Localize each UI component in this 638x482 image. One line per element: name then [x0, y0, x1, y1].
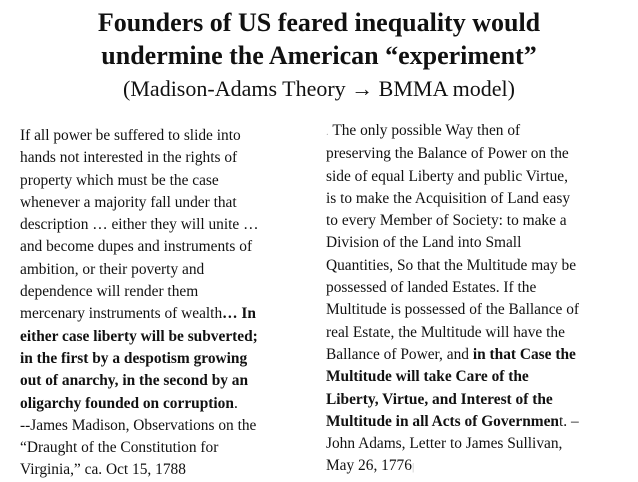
adams-quote-emphasis-line: Liberty, Virtue, and Interest of the [326, 390, 553, 408]
madison-quote [20, 125, 259, 482]
madison-attribution-line: --James Madison, Observations on the [20, 416, 257, 434]
adams-quote-emphasis-line: Multitude will take Care of the [326, 368, 529, 386]
adams-quote-line: is to make the Acquisition of Land easy [326, 189, 571, 207]
madison-attribution-line: “Draught of the Constitution for [20, 439, 219, 457]
adams-attribution-line [326, 455, 579, 478]
madison-quote-emphasis-line: either case liberty will be subverted; [20, 327, 258, 345]
adams-attribution-date: May 26, 1776 [326, 457, 412, 475]
adams-quote-line [326, 344, 579, 366]
madison-quote-line: hands not interested in the rights of [20, 149, 238, 167]
stray-mark: | [411, 461, 415, 474]
slide-title [0, 6, 638, 72]
adams-quote-line: real Estate, the Multitude will have the [326, 323, 565, 341]
slide-title-line-1: Founders of US feared inequality would [97, 8, 541, 37]
adams-quote [326, 120, 579, 479]
adams-quote-emphasis: in that Case the [472, 345, 576, 363]
adams-quote-line: Quantities, So that the Multitude may be [326, 256, 577, 274]
slide-title-line-2: undermine the American “experiment” [101, 41, 537, 70]
adams-quote-text: t. – [559, 412, 579, 430]
stray-mark: . [326, 126, 329, 138]
adams-quote-line: Division of the Land into Small [326, 234, 522, 252]
madison-quote-emphasis-line: out of anarchy, in the second by an [20, 372, 249, 390]
madison-quote-line: description … either they will unite … [20, 216, 259, 234]
madison-quote-line [20, 393, 259, 415]
madison-quote-line: whenever a majority fall under that [20, 193, 237, 211]
adams-quote-line: preserving the Balance of Power on the [326, 145, 569, 163]
adams-quote-line: Multitude is possessed of the Ballance of [326, 301, 580, 319]
madison-quote-line: property which must be the case [20, 171, 219, 189]
madison-quote-line: If all power be suffered to slide into [20, 127, 241, 144]
madison-quote-text: mercenary instruments of wealth [20, 305, 223, 323]
madison-quote-emphasis: oligarchy founded on corruption [20, 394, 234, 412]
adams-quote-line [326, 411, 579, 433]
adams-quote-text: Ballance of Power, and [326, 345, 473, 363]
adams-quote-line [326, 120, 579, 143]
slide-subtitle: (Madison-Adams Theory → BMMA model) [123, 76, 515, 101]
adams-quote-line: to every Member of Society: to make a [326, 212, 567, 230]
adams-quote-emphasis: Multitude in all Acts of Governmen [326, 412, 559, 430]
adams-attribution-line: John Adams, Letter to James Sullivan, [326, 435, 563, 453]
madison-quote-emphasis-line: in the first by a despotism growing [20, 349, 248, 367]
madison-quote-line: ambition, or their poverty and [20, 260, 205, 278]
adams-quote-text: The only possible Way then of [332, 122, 521, 139]
adams-quote-line: possessed of landed Estates. If the [326, 279, 537, 297]
madison-quote-text: . [233, 394, 238, 412]
madison-quote-line [20, 303, 259, 325]
madison-attribution-line: Virginia,” ca. Oct 15, 1788 [20, 461, 186, 479]
adams-quote-line: side of equal Liberty and public Virtue, [326, 167, 568, 185]
madison-quote-emphasis: … In [222, 305, 256, 323]
madison-quote-line: dependence will render them [20, 283, 199, 301]
madison-quote-line: and become dupes and instruments of [20, 238, 253, 256]
